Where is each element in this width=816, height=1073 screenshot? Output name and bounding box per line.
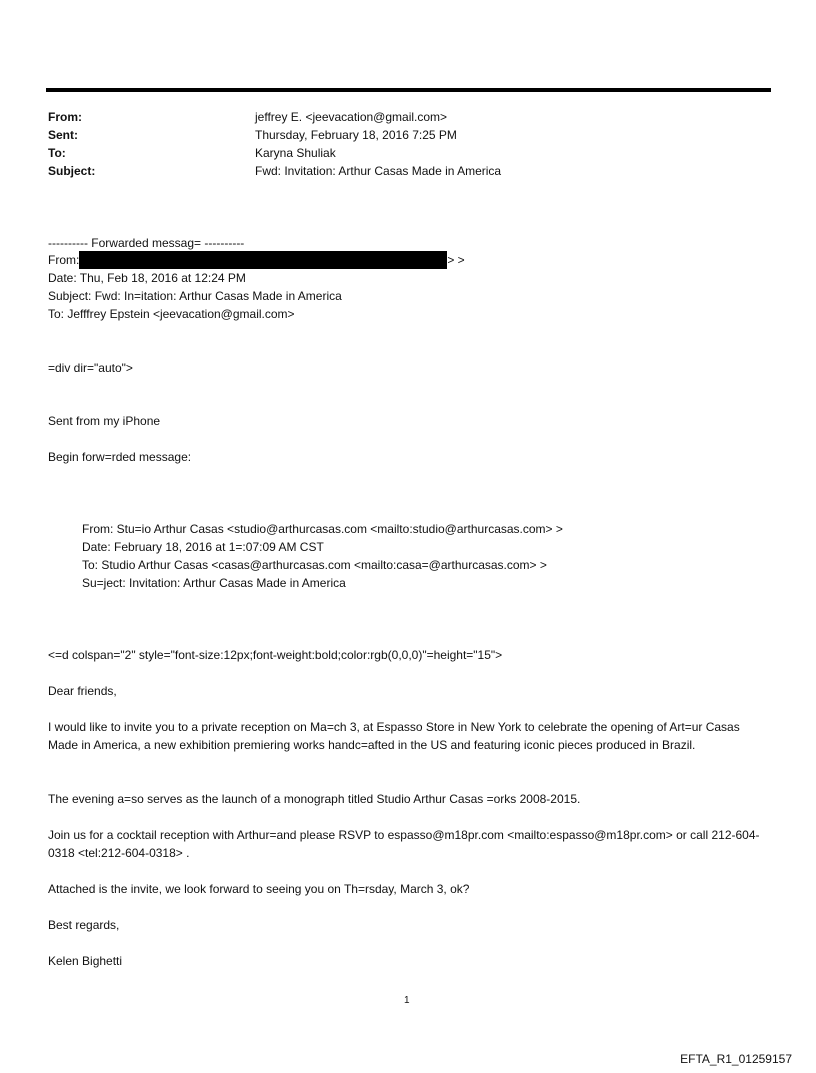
header-from-row (48, 108, 768, 126)
inner-date: Date: February 18, 2016 at 1=:07:09 AM CST (82, 540, 324, 554)
sent-label: Sent: (48, 128, 78, 142)
header-subject-row (48, 162, 768, 180)
forwarded-separator: ---------- Forwarded messag= ---------- (48, 236, 245, 250)
paragraph-invitation: I would like to invite you to a private reception on Ma=ch 3, at Espasso Store in New York to celebrate the opening of Art=ur Casas Made in America, a new exhibition premiering works handc=afted in the US and featuring iconic pieces produced in Brazil. (48, 720, 740, 752)
to-label: To: (48, 146, 66, 160)
sent-from-line: Sent from my iPhone (48, 414, 161, 428)
from-label: From: (48, 110, 82, 124)
greeting: Dear friends, (48, 684, 117, 698)
forwarded-to: To: Jefffrey Epstein <jeevacation@gmail.com> (48, 307, 295, 321)
paragraph-rsvp: Join us for a cocktail reception with Arthur=and please RSVP to espasso@m18pr.com <mailto:espasso@m18pr.com> or call 212-604-0318 <tel:212-604-0318> . (48, 828, 760, 860)
paragraph-attached: Attached is the invite, we look forward to seeing you on Th=rsday, March 3, ok? (48, 882, 470, 896)
from-value: jeffrey E. <jeevacation@gmail.com> (255, 110, 448, 124)
inner-subject: Su=ject: Invitation: Arthur Casas Made in America (82, 576, 346, 590)
td-markup-line: <=d colspan="2" style="font-size:12px;font-weight:bold;color:rgb(0,0,0)"=height="15"> (48, 648, 503, 662)
inner-from: From: Stu=io Arthur Casas <studio@arthurcasas.com <mailto:studio@arthurcasas.com> > (82, 522, 563, 536)
subject-value: Fwd: Invitation: Arthur Casas Made in America (255, 164, 502, 178)
forwarded-date: Date: Thu, Feb 18, 2016 at 12:24 PM (48, 271, 246, 285)
header-rule (46, 88, 771, 92)
signature: Kelen Bighetti (48, 954, 123, 968)
forwarded-subject: Subject: Fwd: In=itation: Arthur Casas Made in America (48, 289, 342, 303)
closing: Best regards, (48, 918, 120, 932)
bates-number: EFTA_R1_01259157 (680, 1052, 792, 1066)
redaction-block (79, 251, 447, 269)
sent-value: Thursday, February 18, 2016 7:25 PM (255, 128, 457, 142)
div-markup-line: =div dir="auto"> (48, 361, 133, 375)
inner-to: To: Studio Arthur Casas <casas@arthurcasas.com <mailto:casa=@arthurcasas.com> > (82, 558, 547, 572)
forwarded-from-line (48, 251, 465, 269)
header-sent-row (48, 126, 768, 144)
subject-label: Subject: (48, 164, 96, 178)
page-number: 1 (404, 995, 410, 1006)
begin-forwarded-line: Begin forw=rded message: (48, 450, 192, 464)
forwarded-from-label: From: (48, 253, 80, 267)
header-to-row (48, 144, 768, 162)
to-value: Karyna Shuliak (255, 146, 336, 160)
forwarded-from-suffix: > > (447, 253, 465, 267)
paragraph-monograph: The evening a=so serves as the launch of a monograph titled Studio Arthur Casas =orks 2008-2015. (48, 792, 581, 806)
email-header (48, 108, 768, 180)
